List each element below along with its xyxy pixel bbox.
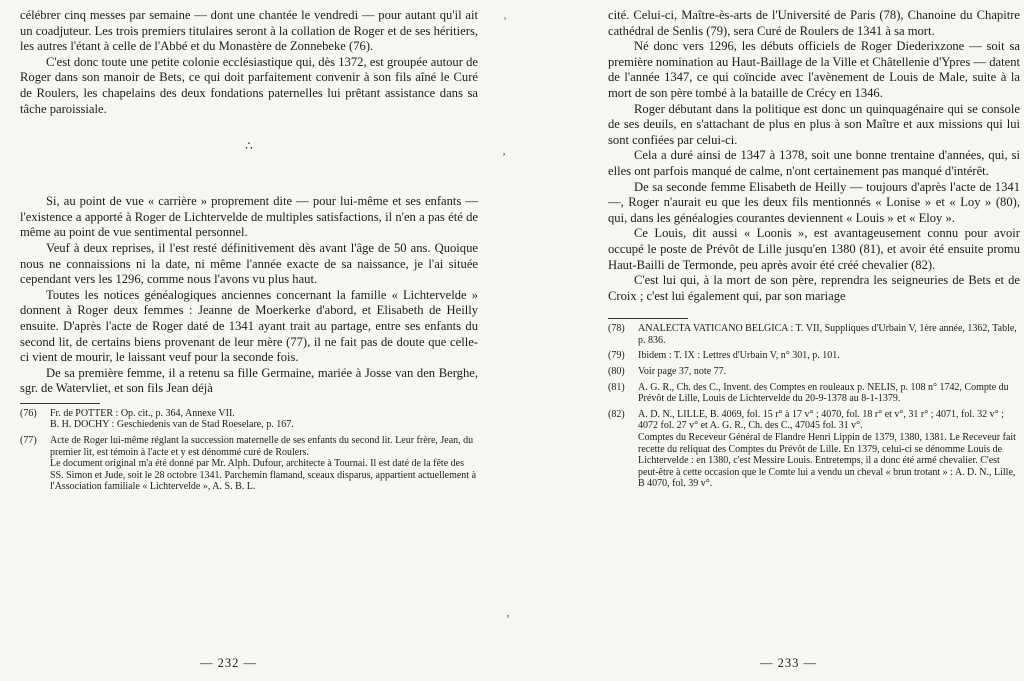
- footnote-text: Acte de Roger lui-même réglant la succession maternelle de ses enfants du second lit. Leur frère, Jean, du premier lit, est témoin à l'acte et y est dénommé curé de Roulers. Le document original m'a été donné par Mr. Alph. Dufour, architecte à Tournai. Il est daté de la fête des SS. Simon et Jude, soit le 28 octobre 1341. Parchemin flamand, sceaux disparus, appartient actuellement à l'Association familiale « Lichtervelde », A. S. B. L.: [50, 435, 477, 493]
- right-paragraph-5: De sa seconde femme Elisabeth de Heilly — toujours d'après l'acte de 1341 —, Roger n'aurait eu que les deux fils mentionnés « Lonise » et « Loy » (80), qui, dans les généalogies courantes deviennent « Louis » et « Eloy ».: [608, 179, 1020, 225]
- left-body-text: [20, 8, 478, 397]
- footnote-number: (78): [608, 323, 625, 335]
- left-paragraph-3: Si, au point de vue « carrière » proprement dite — pour lui-même et ses enfants — l'existence a apporté à Roger de Lichtervelde de multiples satisfactions, il n'en a pas été de même au point de vue sentimental personnel.: [20, 194, 478, 240]
- footnote-number: (76): [20, 407, 37, 419]
- footnote-text: Ibidem : T. IX : Lettres d'Urbain V, n° 301, p. 101.: [638, 350, 840, 362]
- gutter-mark: ': [504, 14, 507, 28]
- footnote: [608, 350, 1020, 362]
- left-paragraph-2: C'est donc toute une petite colonie ecclésiastique qui, dès 1372, est groupée autour de Roger dans son manoir de Bets, ce qui doit parfaitement convenir à son fils aîné le Curé de Roulers, les chapelains des deux fondations paternelles lui prêtant assistance dans sa tâche paroissiale.: [20, 54, 478, 116]
- right-paragraph-4: Cela a duré ainsi de 1347 à 1378, soit une bonne trentaine d'années, qui, si elles ont parfois manqué de calme, n'ont certainement pas manqué d'intérêt.: [608, 148, 1020, 178]
- footnote-text: ANALECTA VATICANO BELGICA : T. VII, Suppliques d'Urbain V, 1ère année, 1362, Table, p. 836.: [638, 323, 1017, 346]
- footnote-divider: [608, 318, 688, 319]
- page-number-left: — 232 —: [200, 656, 257, 670]
- footnote-number: (80): [608, 366, 625, 378]
- page-number-right: — 233 —: [760, 656, 817, 670]
- left-paragraph-5: Toutes les notices généalogiques anciennes concernant la famille « Lichtervelde » donnent à Roger deux femmes : Jeanne de Moerkerke d'abord, et Elisabeth de Heilly ensuite. D'après l'acte de Roger daté de 1341 ayant trait au partage, entre ses enfants du second lit, de certains biens provenant de leur mère (77), il ne fait pas de doute que celle-ci vient de mourir, le laissant veuf pour la seconde fois.: [20, 287, 478, 365]
- section-separator: ∴: [245, 139, 253, 154]
- footnote-text: Fr. de POTTER : Op. cit., p. 364, Annexe VII. B. H. DOCHY : Geschiedenis van de Stad Roeselare, p. 167.: [50, 407, 294, 431]
- footnote-number: (82): [608, 408, 625, 420]
- gutter-mark: ʼ: [502, 150, 506, 164]
- right-footnotes: [608, 323, 1020, 490]
- right-paragraph-2: Né donc vers 1296, les débuts officiels de Roger Diederixzone — soit sa première nomination au Haut-Baillage de la Ville et Châtellenie d'Ypres — datent de l'année 1347, ce qui coïncide avec l'avènement de Louis de Male, suite à la mort de son père tombé à la bataille de Crécy en 1346.: [608, 39, 1020, 100]
- right-paragraph-1: cité. Celui-ci, Maître-ès-arts de l'Université de Paris (78), Chanoine du Chapitre cathédral de Senlis (79), sera Curé de Roulers de 1341 à sa mort.: [608, 8, 1020, 38]
- right-paragraph-3: Roger débutant dans la politique est donc un quinquagénaire qui se console de ses deuils, en s'attachant de plus en plus à son Maître et aux missions qui lui sont confiées par celui-ci.: [608, 101, 1020, 147]
- footnote-number: (77): [20, 435, 37, 447]
- left-footnotes: [20, 408, 478, 493]
- right-paragraph-6: Ce Louis, dit aussi « Loonis », est avantageusement connu pour avoir occupé le poste de Prévôt de Lille jusqu'en 1380 (81), et avoir été ensuite promu Haut-Bailli de Termonde, peu après avoir été créé chevalier (82).: [608, 226, 1020, 272]
- footnote-text: A. D. N., LILLE, B. 4069, fol. 15 r° à 17 v° ; 4070, fol. 18 r° et v°, 31 r° ; 4071, fol. 32 v° ; 4072 fol. 27 v° et A. G. R., Ch. des C., 47045 fol. 31 v°. Comptes du Receveur Général de Flandre Henri Lippin de 1379, 1380, 1381. Le Receveur fait recette du reliquat des Comptes du Prévôt de Lille. En 1379, celui-ci se dénomme Louis de Lichtervelde : en 1380, c'est Messire Louis. Entretemps, il a donc été armé chevalier. C'est peut-être à cette occasion que le Comte lui a vendu un cheval « brun trotant » : A. D. N., Lille, B 4070, fol. 39 v°.: [638, 408, 1016, 490]
- footnote: [608, 366, 1020, 378]
- gutter-mark: ʼ: [506, 612, 510, 626]
- footnote: [608, 323, 1020, 346]
- left-paragraph-4: Veuf à deux reprises, il l'est resté définitivement dès avant l'âge de 50 ans. Quoique nous ne connaissions ni la date, ni même l'année exacte de sa naissance, je l'ai située cependant vers les 1296, comme nous l'avons vu plus haut.: [20, 240, 478, 287]
- footnote-number: (79): [608, 350, 625, 362]
- footnote-text: A. G. R., Ch. des C., Invent. des Comptes en rouleaux p. NELIS, p. 108 n° 1742, Compte du Prévôt de Lille, Louis de Lichtervelde du 20-9-1378 au 8-1-1379.: [638, 381, 1009, 405]
- footnote-number: (81): [608, 381, 625, 393]
- left-page: [0, 0, 500, 681]
- right-page: [520, 0, 1024, 681]
- left-paragraph-1: célébrer cinq messes par semaine — dont une chantée le vendredi — pour autant qu'il ait un coadjuteur. Les trois premiers titulaires seront à la collation de Roger et de ses héritiers, les autres l'étant à celle de l'Abbé et du Monastère de Zonnebeke (76).: [20, 8, 478, 54]
- right-body-text: [608, 8, 1020, 304]
- footnote: [608, 382, 1020, 405]
- footnote-text: Voir page 37, note 77.: [638, 366, 727, 378]
- footnote: [20, 408, 478, 431]
- left-paragraph-6: De sa première femme, il a retenu sa fille Germaine, mariée à Josse van den Berghe, sgr. de Watervliet, et son fils Jean déjà: [20, 365, 478, 396]
- footnote-divider: [20, 403, 100, 404]
- footnote: [608, 409, 1020, 490]
- gutter: [500, 0, 520, 681]
- footnote: [20, 435, 478, 493]
- right-paragraph-7: C'est lui qui, à la mort de son père, reprendra les seigneuries de Bets et de Croix ; c'est lui également qui, par son mariage: [608, 273, 1020, 303]
